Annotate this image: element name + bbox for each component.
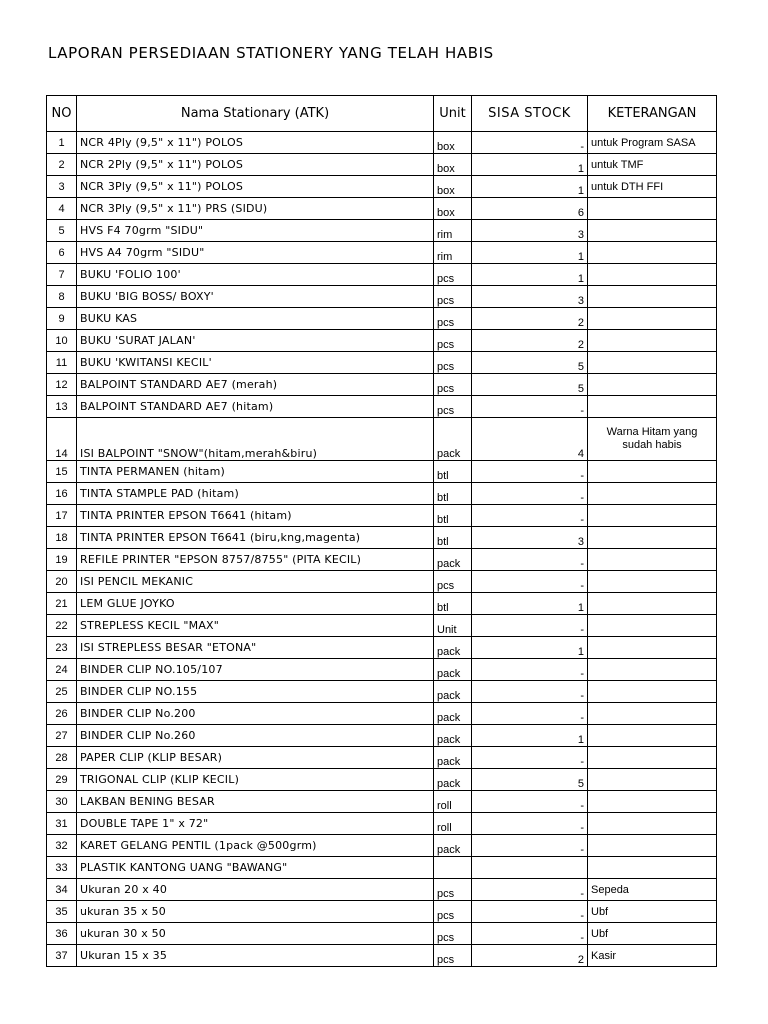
- cell-keterangan: [588, 791, 717, 813]
- cell-unit: rim: [434, 242, 472, 264]
- cell-keterangan: [588, 527, 717, 549]
- cell-stock: -: [472, 879, 588, 901]
- table-row: [47, 198, 717, 220]
- cell-name: TINTA STAMPLE PAD (hitam): [77, 483, 434, 505]
- cell-name: ukuran 30 x 50: [77, 923, 434, 945]
- cell-unit: btl: [434, 461, 472, 483]
- cell-unit: pack: [434, 418, 472, 461]
- cell-no: 29: [47, 769, 77, 791]
- table-row: [47, 681, 717, 703]
- cell-stock: -: [472, 901, 588, 923]
- cell-stock: 6: [472, 198, 588, 220]
- table-row: [47, 308, 717, 330]
- cell-stock: -: [472, 923, 588, 945]
- cell-keterangan: [588, 835, 717, 857]
- cell-name: BALPOINT STANDARD AE7 (hitam): [77, 396, 434, 418]
- table-row: [47, 725, 717, 747]
- cell-unit: pcs: [434, 264, 472, 286]
- table-row: [47, 879, 717, 901]
- cell-stock: -: [472, 681, 588, 703]
- table-row: [47, 418, 717, 461]
- cell-unit: roll: [434, 791, 472, 813]
- table-row: [47, 637, 717, 659]
- cell-unit: pcs: [434, 374, 472, 396]
- cell-stock: -: [472, 791, 588, 813]
- cell-unit: Unit: [434, 615, 472, 637]
- cell-unit: pcs: [434, 879, 472, 901]
- cell-keterangan: [588, 461, 717, 483]
- cell-no: 8: [47, 286, 77, 308]
- cell-no: 15: [47, 461, 77, 483]
- cell-name: Ukuran 15 x 35: [77, 945, 434, 967]
- cell-no: 7: [47, 264, 77, 286]
- cell-name: Ukuran 20 x 40: [77, 879, 434, 901]
- cell-stock: 3: [472, 286, 588, 308]
- cell-stock: -: [472, 659, 588, 681]
- table-row: [47, 593, 717, 615]
- cell-name: BUKU 'SURAT JALAN': [77, 330, 434, 352]
- cell-name: NCR 3Ply (9,5" x 11") PRS (SIDU): [77, 198, 434, 220]
- table-row: [47, 703, 717, 725]
- cell-stock: -: [472, 571, 588, 593]
- page-title: LAPORAN PERSEDIAAN STATIONERY YANG TELAH HABIS: [48, 44, 494, 62]
- cell-no: 34: [47, 879, 77, 901]
- cell-unit: pcs: [434, 330, 472, 352]
- cell-no: 4: [47, 198, 77, 220]
- cell-stock: -: [472, 747, 588, 769]
- cell-no: 31: [47, 813, 77, 835]
- cell-name: ukuran 35 x 50: [77, 901, 434, 923]
- table-row: [47, 374, 717, 396]
- table-row: [47, 857, 717, 879]
- table-row: [47, 132, 717, 154]
- cell-stock: 1: [472, 264, 588, 286]
- cell-keterangan: [588, 505, 717, 527]
- cell-keterangan: [588, 813, 717, 835]
- cell-keterangan: Sepeda: [588, 879, 717, 901]
- cell-keterangan: [588, 747, 717, 769]
- cell-name: BUKU KAS: [77, 308, 434, 330]
- cell-name: STREPLESS KECIL "MAX": [77, 615, 434, 637]
- cell-no: 5: [47, 220, 77, 242]
- table-row: [47, 835, 717, 857]
- cell-no: 18: [47, 527, 77, 549]
- cell-no: 12: [47, 374, 77, 396]
- cell-keterangan: [588, 637, 717, 659]
- cell-keterangan: [588, 857, 717, 879]
- cell-unit: pack: [434, 703, 472, 725]
- cell-keterangan: [588, 198, 717, 220]
- cell-stock: 1: [472, 637, 588, 659]
- cell-keterangan: untuk Program SASA: [588, 132, 717, 154]
- cell-unit: pcs: [434, 901, 472, 923]
- cell-name: BUKU 'KWITANSI KECIL': [77, 352, 434, 374]
- cell-no: 37: [47, 945, 77, 967]
- cell-stock: 5: [472, 769, 588, 791]
- cell-unit: pcs: [434, 286, 472, 308]
- cell-unit: roll: [434, 813, 472, 835]
- cell-no: 23: [47, 637, 77, 659]
- cell-keterangan: [588, 308, 717, 330]
- cell-stock: 1: [472, 725, 588, 747]
- cell-name: TINTA PERMANEN (hitam): [77, 461, 434, 483]
- cell-stock: -: [472, 396, 588, 418]
- cell-unit: pcs: [434, 945, 472, 967]
- cell-keterangan: [588, 725, 717, 747]
- cell-stock: 2: [472, 945, 588, 967]
- header-no: NO: [47, 96, 77, 132]
- cell-keterangan: [588, 264, 717, 286]
- cell-unit: box: [434, 154, 472, 176]
- cell-keterangan: Ubf: [588, 923, 717, 945]
- cell-unit: btl: [434, 505, 472, 527]
- cell-unit: [434, 857, 472, 879]
- table-row: [47, 176, 717, 198]
- cell-name: LAKBAN BENING BESAR: [77, 791, 434, 813]
- cell-unit: box: [434, 198, 472, 220]
- cell-keterangan: [588, 681, 717, 703]
- header-name: Nama Stationary (ATK): [77, 96, 434, 132]
- cell-stock: 1: [472, 593, 588, 615]
- cell-unit: box: [434, 132, 472, 154]
- cell-keterangan: [588, 571, 717, 593]
- cell-keterangan: untuk DTH FFI: [588, 176, 717, 198]
- cell-no: 11: [47, 352, 77, 374]
- cell-no: 25: [47, 681, 77, 703]
- cell-stock: 2: [472, 330, 588, 352]
- table-row: [47, 154, 717, 176]
- cell-keterangan: [588, 593, 717, 615]
- cell-keterangan: Ubf: [588, 901, 717, 923]
- table-row: [47, 264, 717, 286]
- table-row: [47, 330, 717, 352]
- stock-table: [46, 95, 717, 967]
- cell-stock: 5: [472, 352, 588, 374]
- cell-name: PAPER CLIP (KLIP BESAR): [77, 747, 434, 769]
- cell-keterangan: Warna Hitam yang sudah habis: [588, 418, 717, 461]
- table-row: [47, 747, 717, 769]
- cell-stock: 4: [472, 418, 588, 461]
- cell-name: BUKU 'BIG BOSS/ BOXY': [77, 286, 434, 308]
- table-row: [47, 483, 717, 505]
- cell-stock: -: [472, 615, 588, 637]
- cell-stock: 3: [472, 527, 588, 549]
- cell-name: BINDER CLIP NO.105/107: [77, 659, 434, 681]
- cell-name: HVS F4 70grm "SIDU": [77, 220, 434, 242]
- cell-no: 3: [47, 176, 77, 198]
- cell-name: NCR 3Ply (9,5" x 11") POLOS: [77, 176, 434, 198]
- table-row: [47, 461, 717, 483]
- cell-name: ISI BALPOINT "SNOW"(hitam,merah&biru): [77, 418, 434, 461]
- cell-name: BALPOINT STANDARD AE7 (merah): [77, 374, 434, 396]
- cell-unit: rim: [434, 220, 472, 242]
- cell-no: 13: [47, 396, 77, 418]
- cell-no: 10: [47, 330, 77, 352]
- cell-unit: btl: [434, 483, 472, 505]
- table-row: [47, 923, 717, 945]
- cell-name: ISI STREPLESS BESAR "ETONA": [77, 637, 434, 659]
- header-stock: SISA STOCK: [472, 96, 588, 132]
- cell-no: 16: [47, 483, 77, 505]
- cell-name: TRIGONAL CLIP (KLIP KECIL): [77, 769, 434, 791]
- cell-keterangan: [588, 769, 717, 791]
- cell-stock: -: [472, 132, 588, 154]
- cell-stock: [472, 857, 588, 879]
- cell-stock: -: [472, 835, 588, 857]
- cell-name: DOUBLE TAPE 1" x 72": [77, 813, 434, 835]
- cell-no: 33: [47, 857, 77, 879]
- cell-no: 35: [47, 901, 77, 923]
- cell-stock: -: [472, 505, 588, 527]
- cell-keterangan: [588, 330, 717, 352]
- cell-stock: -: [472, 703, 588, 725]
- cell-unit: pcs: [434, 308, 472, 330]
- cell-no: 2: [47, 154, 77, 176]
- table-row: [47, 549, 717, 571]
- cell-keterangan: [588, 483, 717, 505]
- cell-no: 19: [47, 549, 77, 571]
- cell-unit: pack: [434, 659, 472, 681]
- cell-keterangan: [588, 286, 717, 308]
- cell-no: 24: [47, 659, 77, 681]
- cell-stock: 5: [472, 374, 588, 396]
- cell-keterangan: [588, 615, 717, 637]
- cell-name: BUKU 'FOLIO 100': [77, 264, 434, 286]
- table-row: [47, 615, 717, 637]
- cell-keterangan: untuk TMF: [588, 154, 717, 176]
- cell-name: BINDER CLIP No.200: [77, 703, 434, 725]
- table-row: [47, 813, 717, 835]
- table-row: [47, 505, 717, 527]
- table-row: [47, 659, 717, 681]
- cell-name: ISI PENCIL MEKANIC: [77, 571, 434, 593]
- table-row: [47, 220, 717, 242]
- cell-stock: -: [472, 483, 588, 505]
- table-row: [47, 571, 717, 593]
- table-row: [47, 242, 717, 264]
- cell-name: KARET GELANG PENTIL (1pack @500grm): [77, 835, 434, 857]
- cell-unit: pack: [434, 725, 472, 747]
- cell-no: 6: [47, 242, 77, 264]
- cell-keterangan: [588, 374, 717, 396]
- cell-no: 32: [47, 835, 77, 857]
- table-row: [47, 791, 717, 813]
- cell-stock: -: [472, 813, 588, 835]
- cell-name: TINTA PRINTER EPSON T6641 (biru,kng,magenta): [77, 527, 434, 549]
- cell-no: 14: [47, 418, 77, 461]
- cell-stock: 3: [472, 220, 588, 242]
- cell-unit: box: [434, 176, 472, 198]
- cell-no: 26: [47, 703, 77, 725]
- cell-no: 27: [47, 725, 77, 747]
- table-row: [47, 769, 717, 791]
- cell-no: 36: [47, 923, 77, 945]
- cell-no: 28: [47, 747, 77, 769]
- table-header-row: [47, 96, 717, 132]
- table-row: [47, 945, 717, 967]
- cell-keterangan: [588, 659, 717, 681]
- cell-unit: btl: [434, 593, 472, 615]
- table-row: [47, 901, 717, 923]
- cell-name: NCR 4Ply (9,5" x 11") POLOS: [77, 132, 434, 154]
- cell-unit: pcs: [434, 571, 472, 593]
- cell-name: PLASTIK KANTONG UANG "BAWANG": [77, 857, 434, 879]
- cell-no: 1: [47, 132, 77, 154]
- cell-unit: pcs: [434, 396, 472, 418]
- table-row: [47, 352, 717, 374]
- cell-unit: pcs: [434, 923, 472, 945]
- cell-name: LEM GLUE JOYKO: [77, 593, 434, 615]
- cell-unit: pcs: [434, 352, 472, 374]
- cell-unit: pack: [434, 835, 472, 857]
- header-unit: Unit: [434, 96, 472, 132]
- cell-unit: btl: [434, 527, 472, 549]
- table-row: [47, 527, 717, 549]
- cell-keterangan: [588, 396, 717, 418]
- table-row: [47, 396, 717, 418]
- cell-stock: 1: [472, 176, 588, 198]
- cell-name: REFILE PRINTER "EPSON 8757/8755" (PITA KECIL): [77, 549, 434, 571]
- cell-keterangan: [588, 352, 717, 374]
- cell-name: BINDER CLIP NO.155: [77, 681, 434, 703]
- cell-unit: pack: [434, 681, 472, 703]
- cell-unit: pack: [434, 637, 472, 659]
- cell-no: 21: [47, 593, 77, 615]
- cell-keterangan: [588, 242, 717, 264]
- cell-stock: 1: [472, 154, 588, 176]
- cell-keterangan: Kasir: [588, 945, 717, 967]
- header-keterangan: KETERANGAN: [588, 96, 717, 132]
- cell-unit: pack: [434, 747, 472, 769]
- cell-stock: 2: [472, 308, 588, 330]
- cell-no: 20: [47, 571, 77, 593]
- cell-keterangan: [588, 549, 717, 571]
- cell-keterangan: [588, 703, 717, 725]
- cell-no: 17: [47, 505, 77, 527]
- cell-no: 9: [47, 308, 77, 330]
- cell-stock: -: [472, 461, 588, 483]
- cell-unit: pack: [434, 769, 472, 791]
- cell-stock: -: [472, 549, 588, 571]
- cell-no: 30: [47, 791, 77, 813]
- cell-name: TINTA PRINTER EPSON T6641 (hitam): [77, 505, 434, 527]
- cell-unit: pack: [434, 549, 472, 571]
- cell-stock: 1: [472, 242, 588, 264]
- cell-name: HVS A4 70grm "SIDU": [77, 242, 434, 264]
- cell-name: NCR 2Ply (9,5" x 11") POLOS: [77, 154, 434, 176]
- cell-no: 22: [47, 615, 77, 637]
- table-row: [47, 286, 717, 308]
- cell-name: BINDER CLIP No.260: [77, 725, 434, 747]
- cell-keterangan: [588, 220, 717, 242]
